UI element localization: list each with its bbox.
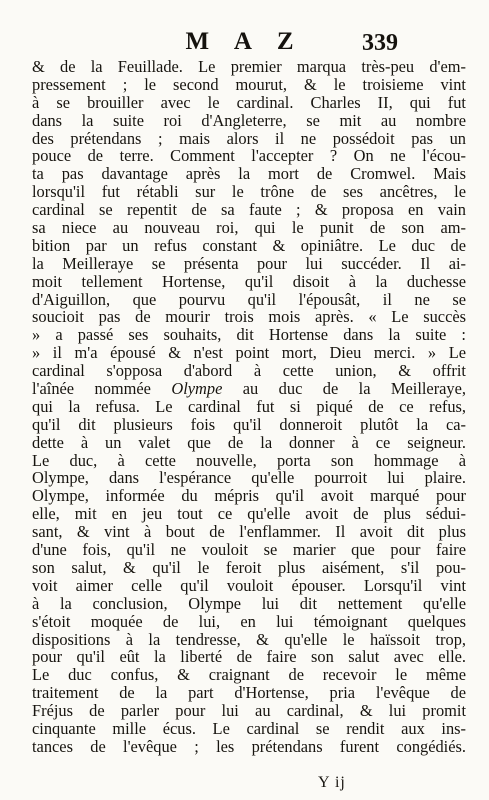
text-line: d'Aiguillon, que pourvu qu'il l'épousât, il ne se	[32, 289, 466, 309]
text-line: s'étoit moquée de lui, en lui témoignant quelques	[32, 611, 466, 631]
text-line: pouce de terre. Comment l'accepter ? On ne l'écou-	[32, 146, 466, 166]
text-line: qui la refusa. Le cardinal fut si piqué de ce refus,	[32, 396, 466, 416]
text-line: d'une fois, qu'il ne vouloit se marier que pour faire	[32, 540, 466, 560]
text-line: son salut, & qu'il le feroit plus aisément, s'il pou-	[32, 557, 466, 577]
text-line: Olympe, informée du mépris qu'il avoit marqué pour	[32, 486, 466, 506]
text-line: dette à un valet que de la donner à ce seigneur.	[32, 432, 466, 452]
page-number: 339	[362, 30, 398, 56]
text-line: cardinal se repentit de sa faute ; & proposa en vain	[32, 200, 466, 220]
text-line: Fréjus de parler pour lui au cardinal, & lui promit	[32, 701, 466, 721]
text-line: à se brouiller avec le cardinal. Charles II, qui fut	[32, 92, 466, 112]
running-header-title: M A Z	[185, 28, 304, 55]
text-line: Le duc, à cette nouvelle, porta son hommage à	[32, 450, 466, 470]
text-line: traitement de la part d'Hortense, pria l'evêque de	[32, 683, 466, 703]
text-line: moit tellement Hortense, qu'il disoit à la duchesse	[32, 271, 466, 291]
text-line: tances de l'evêque ; les prétendans furent congédiés.	[32, 736, 466, 756]
text-line: voit aimer celle qu'il vouloit épouser. Lorsqu'il vint	[32, 575, 466, 595]
text-line: Le duc confus, & craignant de recevoir le même	[32, 665, 466, 685]
italic-name: Olympe	[171, 379, 223, 399]
text-line: dans la suite roi d'Angleterre, se mit au nombre	[32, 110, 466, 130]
text-line: sant, & vint à bout de l'enflammer. Il avoit dit plus	[32, 522, 466, 542]
text-line: bition par un refus constant & opiniâtre. Le duc de	[32, 235, 466, 255]
text-line: soucioit pas de mourir trois mois après. « Le succès	[32, 307, 466, 327]
text-line: Olympe, dans l'espérance qu'elle pourroit lui plaire.	[32, 468, 466, 488]
text-line: lorsqu'il fut rétabli sur le trône de ses ancêtres, le	[32, 182, 466, 202]
text-line: cardinal s'opposa d'abord à cette union, & offrit	[32, 361, 466, 381]
text-line: » il m'a épousé & n'est point mort, Dieu merci. » Le	[32, 343, 466, 363]
text-line: sa niece au nouveau roi, qui le punit de son am-	[32, 218, 466, 238]
text-line: la Meilleraye se présenta pour lui succéder. Il ai-	[32, 253, 466, 273]
text-line: l'aînée nommée Olympe au duc de la Meilleraye,	[32, 379, 466, 399]
signature-mark: Y ij	[318, 774, 346, 791]
text-line: ta pas davantage après la mort de Cromwel. Mais	[32, 164, 466, 184]
text-line: cinquante mille écus. Le cardinal se rendit aux ins-	[32, 718, 466, 738]
text-line: pour qu'il eût la liberté de faire son salut avec elle.	[32, 647, 466, 667]
text-line: qu'il dit plusieurs fois qu'il donneroit plutôt la ca-	[32, 414, 466, 434]
text-line: à la conclusion, Olympe lui dit nettement qu'elle	[32, 593, 466, 613]
text-line: elle, mit en jeu tout ce qu'elle avoit de plus sédui-	[32, 504, 466, 524]
body-text	[32, 58, 466, 756]
text-line: des prétendans ; mais alors il ne possédoit pas un	[32, 128, 466, 148]
text-line: & de la Feuillade. Le premier marqua très-peu d'em-	[32, 57, 466, 76]
text-line: dispositions à la tendresse, & qu'elle le haïssoit trop,	[32, 629, 466, 649]
text-line: pressement ; le second mourut, & le troisieme vint	[32, 74, 466, 94]
text-line: » a passé ses souhaits, dit Hortense dans la suite :	[32, 325, 466, 345]
